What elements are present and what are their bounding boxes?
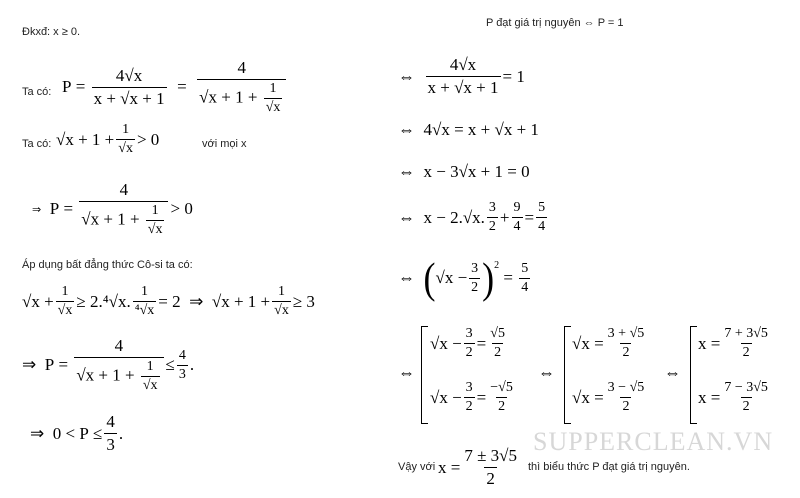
- right-title: P đạt giá trị nguyên ⇔ P = 1: [486, 17, 624, 29]
- domain-condition: Đkxđ: x ≥ 0.: [22, 26, 80, 38]
- bracket-1: [421, 326, 428, 424]
- step-1: ⇔ $\frac{4√x}{x + √x + 1}$ = 1: [398, 55, 525, 97]
- expression-cauchy: √x + $\frac{1}{√x}$ ≥ 2. ⁴√x . $\frac{1}{\text{⁴√x}}$ = 2 ⇒ √x + 1 + $\frac{1}{√x}$ ≥ 3: [22, 284, 315, 318]
- system1-line2: √x − $\frac{3}{2}$ = $\frac{-√5}{2}$: [430, 380, 513, 414]
- label-vay-voi: Vậy với: [398, 461, 436, 473]
- expression-p-range: ⇒ 0 < P ≤ $\frac{4}{3}$ .: [30, 412, 124, 454]
- watermark: SUPPERCLEAN.VN: [533, 427, 774, 456]
- step-4: ⇔ x − 2.√x. 3 2 + $\frac{9}{4}$ = $\frac{5}{4}$: [398, 200, 546, 234]
- label-thi-bieu-thuc: thì biểu thức P đạt giá trị nguyên.: [528, 461, 690, 473]
- system3-line1: x = $\frac{7 + 3√5}{2}$: [698, 326, 768, 360]
- iff-sym-6c: ⇔: [664, 363, 681, 382]
- expression-positive: √x + 1 + $\frac{1}{√x}$ > 0: [56, 122, 160, 156]
- expression-p-positive: ⇒ P = 4 √x + 1 + $\frac{1}{√x}$ > 0: [32, 180, 193, 237]
- conclusion-x: x = $\frac{7 \pm 3√5}{2}$: [438, 446, 518, 488]
- iff-sym-6b: ⇔: [538, 363, 555, 382]
- step-3: ⇔ x − 3√x + 1 = 0: [398, 162, 530, 181]
- system3-line2: x = $\frac{7 - 3√5}{2}$: [698, 380, 768, 414]
- label-ta-co-2: Ta có:: [22, 138, 52, 150]
- step-2: ⇔ 4√x = x + √x + 1: [398, 120, 539, 139]
- label-voi-moi-x: với mọi x: [202, 138, 247, 150]
- expression-p-upper-bound: ⇒ P = 4 √x + 1 + $\frac{1}{√x}$ ≤ $\frac{4}{3}$ .: [22, 336, 195, 393]
- system1-line1: √x − $\frac{3}{2}$ = $\frac{√5}{2}$: [430, 326, 505, 360]
- system2-line1: √x = $\frac{3 + √5}{2}$: [572, 326, 645, 360]
- bracket-2: [564, 326, 571, 424]
- bracket-3: [690, 326, 697, 424]
- step-5: ⇔ ( √x − $\frac{3}{2}$ ) 2 = $\frac{5}{4}$: [398, 254, 529, 302]
- iff-sym-6a: ⇔: [398, 363, 415, 382]
- label-ta-co-1: Ta có:: [22, 86, 52, 98]
- expression-p-definition: P = $\frac{4√x}{x + √x + 1}$ = 4 √x + 1 + $\frac{1}{√x}$: [62, 58, 288, 116]
- system2-line2: √x = $\frac{3 - √5}{2}$: [572, 380, 645, 414]
- label-ap-dung: Áp dụng bất đẳng thức Cô-si ta có:: [22, 259, 193, 271]
